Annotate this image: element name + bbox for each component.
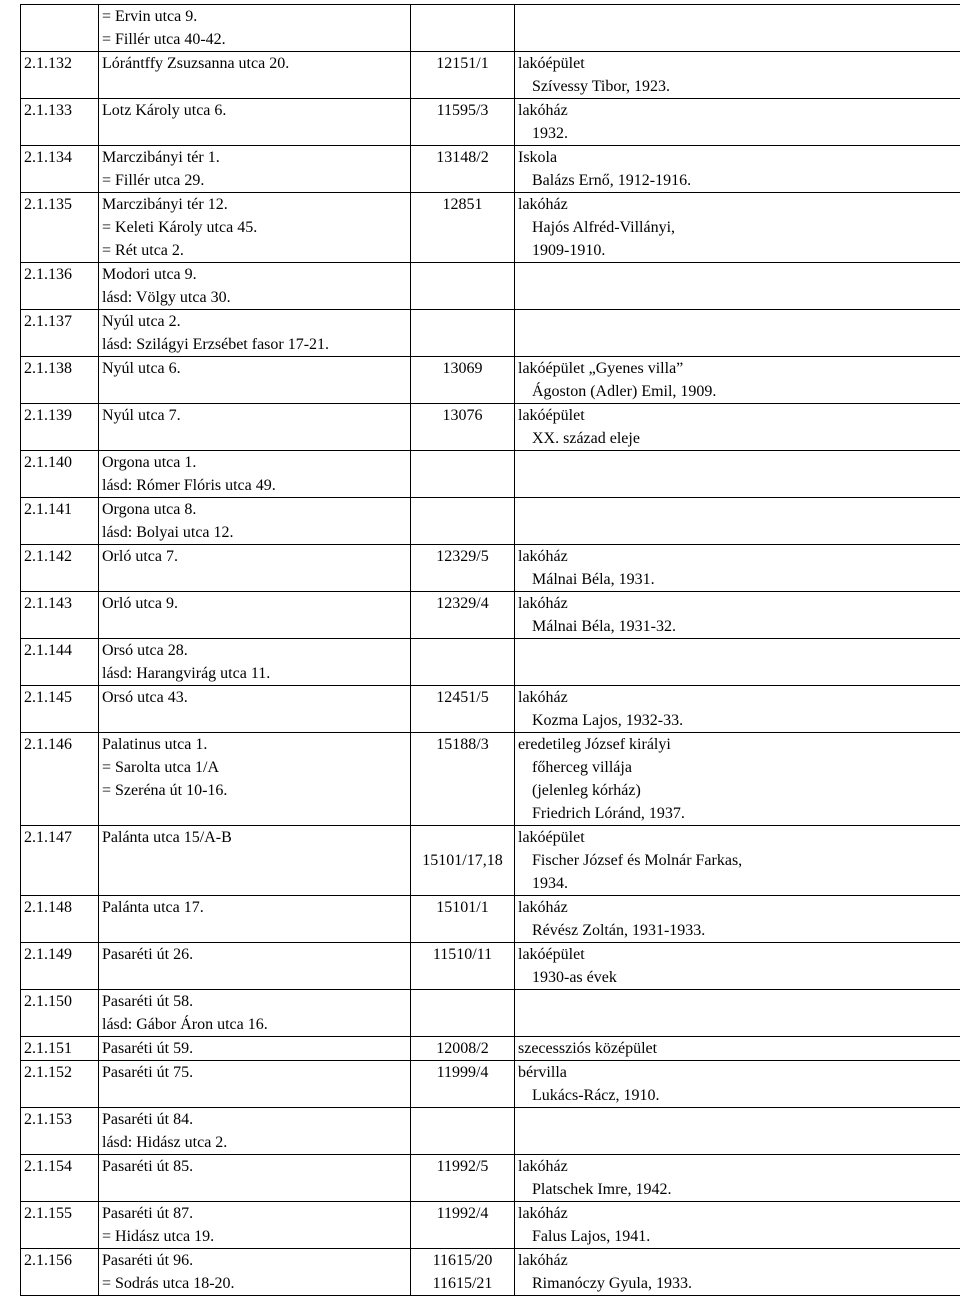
description-line: Hajós Alfréd-Villányi, [518, 216, 958, 239]
description-line: lakóépület [518, 404, 958, 427]
lot-number: 13148/2 [414, 146, 511, 169]
lot-number-cell [411, 310, 515, 357]
lot-number: 15101/1 [414, 896, 511, 919]
description-cell [515, 826, 960, 896]
description-line: lakóépület [518, 826, 958, 849]
address-line: = Sarolta utca 1/A [102, 756, 407, 779]
description-line: Fischer József és Molnár Farkas, [518, 849, 958, 872]
description-line: lakóépület „Gyenes villa” [518, 357, 958, 380]
entry-number: 2.1.137 [24, 310, 95, 333]
address-cell [99, 1037, 411, 1061]
description-line: lakóház [518, 1202, 958, 1225]
address-line: lásd: Rómer Flóris utca 49. [102, 474, 407, 497]
description-line: Falus Lajos, 1941. [518, 1225, 958, 1248]
table-row [21, 1155, 960, 1202]
entry-number-cell [21, 592, 99, 639]
address-line: Orsó utca 43. [102, 686, 407, 709]
lot-number-cell [411, 1108, 515, 1155]
address-line: lásd: Völgy utca 30. [102, 286, 407, 309]
description-line: Révész Zoltán, 1931-1933. [518, 919, 958, 942]
description-cell [515, 263, 960, 310]
description-cell [515, 896, 960, 943]
address-line: Orló utca 7. [102, 545, 407, 568]
description-line: Málnai Béla, 1931. [518, 568, 958, 591]
description-line: lakóház [518, 545, 958, 568]
entry-number-cell [21, 943, 99, 990]
entry-number: 2.1.145 [24, 686, 95, 709]
description-cell [515, 545, 960, 592]
entry-number-cell [21, 639, 99, 686]
address-cell [99, 498, 411, 545]
address-cell [99, 451, 411, 498]
lot-number: 12151/1 [414, 52, 511, 75]
description-cell [515, 1155, 960, 1202]
address-line: Palatinus utca 1. [102, 733, 407, 756]
description-cell [515, 404, 960, 451]
address-line: Lórántffy Zsuzsanna utca 20. [102, 52, 407, 75]
table-row [21, 404, 960, 451]
entry-number: 2.1.155 [24, 1202, 95, 1225]
description-line: eredetileg József királyi [518, 733, 958, 756]
description-cell [515, 99, 960, 146]
lot-number-cell [411, 1155, 515, 1202]
description-line: Kozma Lajos, 1932-33. [518, 709, 958, 732]
entry-number-cell [21, 404, 99, 451]
entry-number: 2.1.136 [24, 263, 95, 286]
description-cell [515, 498, 960, 545]
address-line: Pasaréti út 58. [102, 990, 407, 1013]
address-line: Nyúl utca 6. [102, 357, 407, 380]
description-cell [515, 52, 960, 99]
address-cell [99, 146, 411, 193]
address-line: Orgona utca 8. [102, 498, 407, 521]
entry-number: 2.1.153 [24, 1108, 95, 1131]
address-cell [99, 826, 411, 896]
description-cell [515, 193, 960, 263]
table-row [21, 1061, 960, 1108]
entry-number-cell [21, 896, 99, 943]
lot-number: 11615/20 [414, 1249, 511, 1272]
address-cell [99, 1249, 411, 1296]
description-line: lakóház [518, 1249, 958, 1272]
entry-number: 2.1.133 [24, 99, 95, 122]
entry-number-cell [21, 826, 99, 896]
address-cell [99, 545, 411, 592]
lot-number-cell [411, 896, 515, 943]
address-line: Orsó utca 28. [102, 639, 407, 662]
entry-number-cell [21, 1037, 99, 1061]
address-line: Pasaréti út 75. [102, 1061, 407, 1084]
address-cell [99, 52, 411, 99]
address-line: Lotz Károly utca 6. [102, 99, 407, 122]
entry-number-cell [21, 52, 99, 99]
entry-number-cell [21, 498, 99, 545]
table-row [21, 826, 960, 896]
address-cell [99, 1155, 411, 1202]
entry-number-cell [21, 1155, 99, 1202]
lot-number-cell [411, 99, 515, 146]
description-line: 1934. [518, 872, 958, 895]
address-line: Marczibányi tér 12. [102, 193, 407, 216]
entry-number-cell [21, 1108, 99, 1155]
entry-number: 2.1.144 [24, 639, 95, 662]
lot-number [414, 826, 511, 849]
entry-number-cell [21, 263, 99, 310]
lot-number-cell [411, 52, 515, 99]
entry-number-cell [21, 5, 99, 52]
entry-number-cell [21, 545, 99, 592]
description-line: Szívessy Tibor, 1923. [518, 75, 958, 98]
description-line: 1909-1910. [518, 239, 958, 262]
entry-number: 2.1.134 [24, 146, 95, 169]
entry-number: 2.1.132 [24, 52, 95, 75]
lot-number-cell [411, 733, 515, 826]
address-line: Pasaréti út 85. [102, 1155, 407, 1178]
table-row [21, 357, 960, 404]
table-row [21, 5, 960, 52]
entry-number-cell [21, 310, 99, 357]
lot-number-cell [411, 545, 515, 592]
description-cell [515, 943, 960, 990]
lot-number-cell [411, 943, 515, 990]
entry-number: 2.1.135 [24, 193, 95, 216]
description-line: Lukács-Rácz, 1910. [518, 1084, 958, 1107]
description-cell [515, 1108, 960, 1155]
entry-number: 2.1.148 [24, 896, 95, 919]
lot-number-cell [411, 146, 515, 193]
description-line: Iskola [518, 146, 958, 169]
description-line: (jelenleg kórház) [518, 779, 958, 802]
lot-number-cell [411, 1202, 515, 1249]
lot-number-cell [411, 451, 515, 498]
address-line: = Rét utca 2. [102, 239, 407, 262]
entry-number: 2.1.151 [24, 1037, 95, 1060]
description-line: lakóház [518, 592, 958, 615]
entry-number-cell [21, 1061, 99, 1108]
description-cell [515, 451, 960, 498]
entry-number: 2.1.139 [24, 404, 95, 427]
address-line: Palánta utca 15/A-B [102, 826, 407, 849]
address-line: = Fillér utca 40-42. [102, 28, 407, 51]
lot-number: 13069 [414, 357, 511, 380]
address-cell [99, 592, 411, 639]
entry-number: 2.1.140 [24, 451, 95, 474]
lot-number: 12329/4 [414, 592, 511, 615]
entry-number-cell [21, 146, 99, 193]
address-line: = Keleti Károly utca 45. [102, 216, 407, 239]
table-row [21, 1249, 960, 1296]
description-line: Ágoston (Adler) Emil, 1909. [518, 380, 958, 403]
monument-list-table [20, 4, 960, 1296]
lot-number: 15101/17,18 [414, 849, 511, 872]
lot-number-cell [411, 498, 515, 545]
description-line: lakóház [518, 99, 958, 122]
description-cell [515, 1061, 960, 1108]
entry-number-cell [21, 990, 99, 1037]
entry-number-cell [21, 1202, 99, 1249]
entry-number-cell [21, 451, 99, 498]
entry-number: 2.1.147 [24, 826, 95, 849]
description-line: lakóház [518, 193, 958, 216]
lot-number: 11615/21 [414, 1272, 511, 1295]
table-row [21, 310, 960, 357]
address-line: Pasaréti út 87. [102, 1202, 407, 1225]
lot-number-cell [411, 639, 515, 686]
address-line: = Ervin utca 9. [102, 5, 407, 28]
entry-number: 2.1.149 [24, 943, 95, 966]
address-cell [99, 1202, 411, 1249]
lot-number-cell [411, 357, 515, 404]
address-line: lásd: Bolyai utca 12. [102, 521, 407, 544]
address-cell [99, 357, 411, 404]
address-cell [99, 310, 411, 357]
entry-number-cell [21, 1249, 99, 1296]
entry-number: 2.1.143 [24, 592, 95, 615]
description-line: 1932. [518, 122, 958, 145]
lot-number: 11595/3 [414, 99, 511, 122]
description-line: Rimanóczy Gyula, 1933. [518, 1272, 958, 1295]
description-line: Friedrich Lóránd, 1937. [518, 802, 958, 825]
address-line: Orgona utca 1. [102, 451, 407, 474]
description-line: 1930-as évek [518, 966, 958, 989]
address-line: lásd: Gábor Áron utca 16. [102, 1013, 407, 1036]
entry-number [24, 5, 95, 28]
lot-number-cell [411, 5, 515, 52]
description-line: XX. század eleje [518, 427, 958, 450]
address-line: Marczibányi tér 1. [102, 146, 407, 169]
description-line: lakóház [518, 896, 958, 919]
address-cell [99, 639, 411, 686]
table-row [21, 1108, 960, 1155]
table-row [21, 686, 960, 733]
table-row [21, 52, 960, 99]
address-line: lásd: Szilágyi Erzsébet fasor 17-21. [102, 333, 407, 356]
table-row [21, 263, 960, 310]
lot-number: 15188/3 [414, 733, 511, 756]
address-line: Orló utca 9. [102, 592, 407, 615]
table-row [21, 545, 960, 592]
lot-number-cell [411, 1037, 515, 1061]
description-cell [515, 990, 960, 1037]
table-row [21, 943, 960, 990]
description-cell [515, 639, 960, 686]
lot-number: 11992/4 [414, 1202, 511, 1225]
table-row [21, 1202, 960, 1249]
table-row [21, 639, 960, 686]
address-line: Modori utca 9. [102, 263, 407, 286]
table-row [21, 733, 960, 826]
lot-number: 13076 [414, 404, 511, 427]
entry-number-cell [21, 193, 99, 263]
address-line: lásd: Hidász utca 2. [102, 1131, 407, 1154]
description-cell [515, 1037, 960, 1061]
lot-number-cell [411, 990, 515, 1037]
address-line: Pasaréti út 26. [102, 943, 407, 966]
address-cell [99, 990, 411, 1037]
address-line: = Sodrás utca 18-20. [102, 1272, 407, 1295]
lot-number: 11510/11 [414, 943, 511, 966]
description-cell [515, 1202, 960, 1249]
address-line: Pasaréti út 59. [102, 1037, 407, 1060]
address-cell [99, 896, 411, 943]
description-line: lakóház [518, 1155, 958, 1178]
address-line: lásd: Harangvirág utca 11. [102, 662, 407, 685]
entry-number: 2.1.141 [24, 498, 95, 521]
description-cell [515, 5, 960, 52]
lot-number-cell [411, 826, 515, 896]
entry-number-cell [21, 686, 99, 733]
entry-number-cell [21, 99, 99, 146]
lot-number-cell [411, 193, 515, 263]
lot-number: 12008/2 [414, 1037, 511, 1060]
table-row [21, 1037, 960, 1061]
entry-number: 2.1.142 [24, 545, 95, 568]
address-cell [99, 733, 411, 826]
description-line: lakóépület [518, 943, 958, 966]
monument-list-body [21, 5, 960, 1296]
description-cell [515, 1249, 960, 1296]
entry-number: 2.1.152 [24, 1061, 95, 1084]
address-line: Palánta utca 17. [102, 896, 407, 919]
lot-number-cell [411, 404, 515, 451]
entry-number: 2.1.154 [24, 1155, 95, 1178]
description-cell [515, 686, 960, 733]
description-cell [515, 592, 960, 639]
address-line: Nyúl utca 2. [102, 310, 407, 333]
description-line: Málnai Béla, 1931-32. [518, 615, 958, 638]
address-cell [99, 99, 411, 146]
address-line: = Hidász utca 19. [102, 1225, 407, 1248]
address-line: Pasaréti út 96. [102, 1249, 407, 1272]
lot-number: 12329/5 [414, 545, 511, 568]
description-line: szecessziós középület [518, 1037, 958, 1060]
address-line: Nyúl utca 7. [102, 404, 407, 427]
address-line: = Fillér utca 29. [102, 169, 407, 192]
address-cell [99, 5, 411, 52]
address-cell [99, 263, 411, 310]
table-row [21, 193, 960, 263]
entry-number-cell [21, 733, 99, 826]
table-row [21, 99, 960, 146]
address-cell [99, 943, 411, 990]
address-line: Pasaréti út 84. [102, 1108, 407, 1131]
lot-number-cell [411, 1061, 515, 1108]
lot-number: 11999/4 [414, 1061, 511, 1084]
address-cell [99, 1108, 411, 1155]
description-line: főherceg villája [518, 756, 958, 779]
description-line: lakóház [518, 686, 958, 709]
table-row [21, 498, 960, 545]
table-row [21, 146, 960, 193]
description-line: Balázs Ernő, 1912-1916. [518, 169, 958, 192]
entry-number: 2.1.146 [24, 733, 95, 756]
entry-number-cell [21, 357, 99, 404]
table-row [21, 592, 960, 639]
lot-number-cell [411, 1249, 515, 1296]
entry-number: 2.1.150 [24, 990, 95, 1013]
description-line: lakóépület [518, 52, 958, 75]
lot-number-cell [411, 263, 515, 310]
lot-number: 11992/5 [414, 1155, 511, 1178]
address-line: = Szeréna út 10-16. [102, 779, 407, 802]
lot-number: 12851 [414, 193, 511, 216]
description-line: bérvilla [518, 1061, 958, 1084]
description-cell [515, 310, 960, 357]
entry-number: 2.1.138 [24, 357, 95, 380]
lot-number-cell [411, 686, 515, 733]
lot-number-cell [411, 592, 515, 639]
table-row [21, 990, 960, 1037]
table-row [21, 896, 960, 943]
description-cell [515, 733, 960, 826]
address-cell [99, 686, 411, 733]
description-cell [515, 357, 960, 404]
description-line: Platschek Imre, 1942. [518, 1178, 958, 1201]
description-cell [515, 146, 960, 193]
address-cell [99, 193, 411, 263]
lot-number: 12451/5 [414, 686, 511, 709]
entry-number: 2.1.156 [24, 1249, 95, 1272]
address-cell [99, 404, 411, 451]
address-cell [99, 1061, 411, 1108]
table-row [21, 451, 960, 498]
